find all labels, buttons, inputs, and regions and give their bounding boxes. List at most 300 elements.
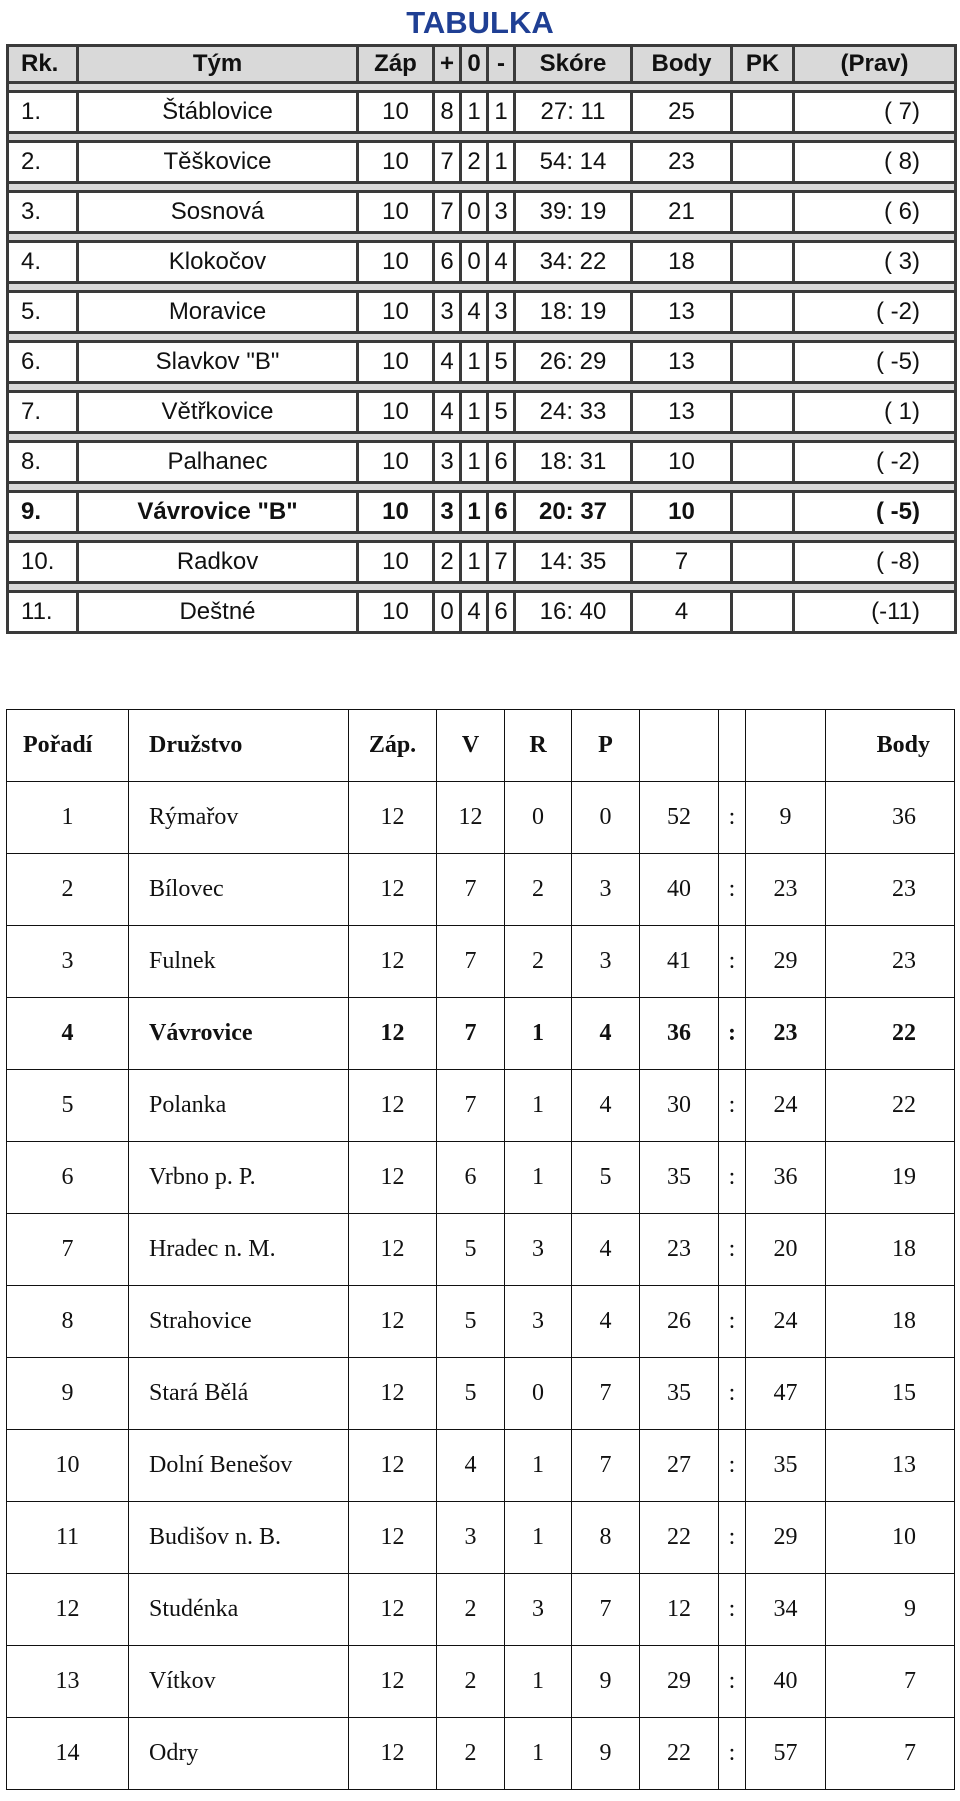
row-spacer-cell [9, 184, 957, 193]
cell-points: 13 [633, 393, 733, 434]
cell-goals-against: 23 [746, 854, 826, 926]
cell-goals-against: 47 [746, 1358, 826, 1430]
cell-team: Rýmařov [129, 782, 349, 854]
cell-score: 16: 40 [516, 593, 633, 634]
cell-prav: ( -8) [795, 543, 957, 584]
cell-losses: 5 [572, 1142, 640, 1214]
cell-separator: : [719, 1502, 746, 1574]
cell-prav: ( 1) [795, 393, 957, 434]
cell-points: 21 [633, 193, 733, 234]
cell-points: 7 [633, 543, 733, 584]
cell-points: 7 [826, 1718, 955, 1790]
cell-wins: 7 [437, 1070, 505, 1142]
cell-goals-against: 23 [746, 998, 826, 1070]
cell-wins: 6 [437, 1142, 505, 1214]
cell-separator: : [719, 1286, 746, 1358]
cell-separator: : [719, 1142, 746, 1214]
cell-goals-against: 57 [746, 1718, 826, 1790]
header-separator [719, 710, 746, 782]
cell-prav: ( -5) [795, 343, 957, 384]
cell-team: Vávrovice [129, 998, 349, 1070]
cell-team: Slavkov "B" [79, 343, 359, 384]
cell-wins: 7 [437, 926, 505, 998]
cell-draws: 1 [462, 393, 489, 434]
cell-separator: : [719, 1214, 746, 1286]
row-spacer-cell [9, 534, 957, 543]
table-row [9, 143, 957, 184]
cell-pk [733, 593, 795, 634]
cell-prav: ( 3) [795, 243, 957, 284]
cell-prav: ( -5) [795, 493, 957, 534]
cell-losses: 4 [572, 1070, 640, 1142]
cell-goals-for: 29 [640, 1646, 719, 1718]
table-row [9, 443, 957, 484]
cell-separator: : [719, 1358, 746, 1430]
cell-played: 10 [359, 143, 435, 184]
cell-rank: 6. [9, 343, 79, 384]
header-losses: P [572, 710, 640, 782]
header-position: Pořadí [7, 710, 129, 782]
row-spacer [9, 134, 957, 143]
table-row [9, 343, 957, 384]
cell-losses: 3 [572, 926, 640, 998]
cell-team: Klokočov [79, 243, 359, 284]
table-row [9, 493, 957, 534]
row-spacer-cell [9, 334, 957, 343]
cell-played: 10 [359, 193, 435, 234]
cell-losses: 3 [489, 293, 516, 334]
cell-losses: 4 [489, 243, 516, 284]
cell-points: 7 [826, 1646, 955, 1718]
cell-goals-for: 26 [640, 1286, 719, 1358]
cell-draws: 0 [505, 1358, 572, 1430]
row-spacer [9, 84, 957, 93]
cell-wins: 2 [437, 1646, 505, 1718]
cell-draws: 4 [462, 593, 489, 634]
cell-score: 34: 22 [516, 243, 633, 284]
row-spacer-cell [9, 284, 957, 293]
cell-team: Dolní Benešov [129, 1430, 349, 1502]
header-losses: - [489, 47, 516, 84]
header-draws: 0 [462, 47, 489, 84]
cell-goals-against: 29 [746, 926, 826, 998]
cell-points: 18 [826, 1214, 955, 1286]
cell-wins: 5 [437, 1358, 505, 1430]
cell-prav: ( -2) [795, 293, 957, 334]
cell-position: 7 [7, 1214, 129, 1286]
cell-team: Budišov n. B. [129, 1502, 349, 1574]
header-team: Družstvo [129, 710, 349, 782]
cell-played: 10 [359, 393, 435, 434]
row-spacer [9, 434, 957, 443]
cell-prav: (-11) [795, 593, 957, 634]
cell-points: 25 [633, 93, 733, 134]
cell-goals-for: 22 [640, 1502, 719, 1574]
cell-rank: 11. [9, 593, 79, 634]
cell-team: Studénka [129, 1574, 349, 1646]
table1-title: TABULKA [406, 5, 554, 40]
cell-draws: 1 [505, 1502, 572, 1574]
cell-team: Bílovec [129, 854, 349, 926]
cell-losses: 7 [572, 1574, 640, 1646]
cell-goals-for: 22 [640, 1718, 719, 1790]
cell-played: 12 [349, 998, 437, 1070]
cell-position: 6 [7, 1142, 129, 1214]
cell-rank: 5. [9, 293, 79, 334]
cell-score: 27: 11 [516, 93, 633, 134]
cell-draws: 0 [462, 193, 489, 234]
cell-rank: 9. [9, 493, 79, 534]
cell-losses: 9 [572, 1646, 640, 1718]
cell-losses: 1 [489, 143, 516, 184]
cell-wins: 4 [435, 393, 462, 434]
cell-draws: 4 [462, 293, 489, 334]
cell-played: 10 [359, 543, 435, 584]
cell-position: 4 [7, 998, 129, 1070]
row-spacer-cell [9, 484, 957, 493]
table-row [9, 93, 957, 134]
cell-prav: ( -2) [795, 443, 957, 484]
cell-pk [733, 393, 795, 434]
cell-goals-for: 36 [640, 998, 719, 1070]
table-row [7, 782, 955, 854]
cell-team: Deštné [79, 593, 359, 634]
cell-wins: 7 [435, 193, 462, 234]
header-prav: (Prav) [795, 47, 957, 84]
cell-score: 18: 19 [516, 293, 633, 334]
cell-losses: 3 [572, 854, 640, 926]
cell-points: 23 [826, 926, 955, 998]
cell-rank: 10. [9, 543, 79, 584]
cell-rank: 7. [9, 393, 79, 434]
cell-team: Vítkov [129, 1646, 349, 1718]
table-row [7, 1070, 955, 1142]
cell-goals-against: 9 [746, 782, 826, 854]
cell-draws: 2 [505, 926, 572, 998]
league-table-2 [6, 709, 955, 1790]
cell-score: 26: 29 [516, 343, 633, 384]
table-row [7, 854, 955, 926]
table-row [9, 393, 957, 434]
cell-wins: 2 [437, 1718, 505, 1790]
cell-played: 10 [359, 443, 435, 484]
cell-points: 22 [826, 998, 955, 1070]
cell-draws: 1 [505, 1430, 572, 1502]
table-row [7, 998, 955, 1070]
cell-played: 10 [359, 293, 435, 334]
row-spacer-cell [9, 584, 957, 593]
row-spacer [9, 184, 957, 193]
cell-prav: ( 7) [795, 93, 957, 134]
cell-goals-against: 35 [746, 1430, 826, 1502]
table-row [9, 243, 957, 284]
cell-losses: 3 [489, 193, 516, 234]
cell-goals-for: 30 [640, 1070, 719, 1142]
cell-losses: 7 [572, 1430, 640, 1502]
cell-draws: 1 [462, 93, 489, 134]
row-spacer [9, 384, 957, 393]
row-spacer [9, 284, 957, 293]
table-row [9, 193, 957, 234]
league-table-1 [6, 44, 957, 634]
cell-played: 12 [349, 1502, 437, 1574]
cell-team: Štáblovice [79, 93, 359, 134]
cell-goals-for: 52 [640, 782, 719, 854]
cell-wins: 3 [435, 293, 462, 334]
cell-goals-against: 24 [746, 1286, 826, 1358]
cell-played: 12 [349, 1142, 437, 1214]
cell-goals-against: 24 [746, 1070, 826, 1142]
cell-separator: : [719, 998, 746, 1070]
cell-losses: 8 [572, 1502, 640, 1574]
cell-wins: 0 [435, 593, 462, 634]
cell-rank: 1. [9, 93, 79, 134]
table-row [7, 1502, 955, 1574]
cell-losses: 4 [572, 998, 640, 1070]
table-row [7, 1142, 955, 1214]
cell-position: 10 [7, 1430, 129, 1502]
table-row [7, 1286, 955, 1358]
row-spacer [9, 234, 957, 243]
cell-team: Fulnek [129, 926, 349, 998]
row-spacer-cell [9, 84, 957, 93]
cell-points: 36 [826, 782, 955, 854]
table1-header-row [9, 47, 957, 84]
cell-draws: 2 [505, 854, 572, 926]
cell-position: 5 [7, 1070, 129, 1142]
cell-wins: 4 [437, 1430, 505, 1502]
cell-played: 12 [349, 1430, 437, 1502]
cell-draws: 2 [462, 143, 489, 184]
cell-points: 18 [826, 1286, 955, 1358]
table-row [7, 1646, 955, 1718]
table-row [7, 1214, 955, 1286]
cell-draws: 1 [462, 443, 489, 484]
cell-goals-for: 35 [640, 1142, 719, 1214]
cell-wins: 12 [437, 782, 505, 854]
header-wins: V [437, 710, 505, 782]
cell-wins: 5 [437, 1286, 505, 1358]
cell-draws: 1 [462, 543, 489, 584]
cell-goals-for: 41 [640, 926, 719, 998]
cell-team: Těškovice [79, 143, 359, 184]
table-row [7, 1574, 955, 1646]
cell-score: 14: 35 [516, 543, 633, 584]
cell-points: 13 [826, 1430, 955, 1502]
table-row [9, 593, 957, 634]
cell-played: 10 [359, 493, 435, 534]
cell-team: Strahovice [129, 1286, 349, 1358]
cell-draws: 1 [505, 1646, 572, 1718]
cell-wins: 2 [437, 1574, 505, 1646]
cell-prav: ( 6) [795, 193, 957, 234]
cell-played: 10 [359, 593, 435, 634]
cell-position: 12 [7, 1574, 129, 1646]
cell-wins: 3 [435, 493, 462, 534]
cell-draws: 1 [505, 1070, 572, 1142]
header-rank: Rk. [9, 47, 79, 84]
cell-goals-for: 23 [640, 1214, 719, 1286]
cell-team: Sosnová [79, 193, 359, 234]
table-row [7, 1718, 955, 1790]
cell-position: 8 [7, 1286, 129, 1358]
cell-played: 12 [349, 1574, 437, 1646]
cell-team: Odry [129, 1718, 349, 1790]
cell-draws: 0 [505, 782, 572, 854]
cell-points: 13 [633, 343, 733, 384]
cell-pk [733, 143, 795, 184]
header-pk: PK [733, 47, 795, 84]
cell-goals-against: 34 [746, 1574, 826, 1646]
header-played: Záp. [349, 710, 437, 782]
row-spacer [9, 484, 957, 493]
cell-points: 10 [633, 493, 733, 534]
header-score: Skóre [516, 47, 633, 84]
table-row [7, 926, 955, 998]
header-wins: + [435, 47, 462, 84]
cell-goals-for: 35 [640, 1358, 719, 1430]
cell-draws: 1 [505, 998, 572, 1070]
row-spacer-cell [9, 384, 957, 393]
cell-separator: : [719, 1574, 746, 1646]
cell-played: 12 [349, 1718, 437, 1790]
cell-losses: 7 [572, 1358, 640, 1430]
cell-separator: : [719, 1430, 746, 1502]
header-points: Body [633, 47, 733, 84]
cell-goals-for: 40 [640, 854, 719, 926]
cell-goals-for: 12 [640, 1574, 719, 1646]
cell-points: 22 [826, 1070, 955, 1142]
cell-score: 20: 37 [516, 493, 633, 534]
table-row [7, 1430, 955, 1502]
table-row [9, 543, 957, 584]
cell-played: 12 [349, 1214, 437, 1286]
cell-pk [733, 193, 795, 234]
cell-played: 12 [349, 854, 437, 926]
cell-played: 10 [359, 243, 435, 284]
cell-wins: 5 [437, 1214, 505, 1286]
cell-losses: 1 [489, 93, 516, 134]
cell-goals-against: 36 [746, 1142, 826, 1214]
cell-points: 9 [826, 1574, 955, 1646]
cell-team: Moravice [79, 293, 359, 334]
cell-goals-for: 27 [640, 1430, 719, 1502]
header-goals-against [746, 710, 826, 782]
header-draws: R [505, 710, 572, 782]
cell-goals-against: 40 [746, 1646, 826, 1718]
cell-wins: 7 [437, 998, 505, 1070]
cell-played: 10 [359, 343, 435, 384]
cell-position: 13 [7, 1646, 129, 1718]
cell-team: Hradec n. M. [129, 1214, 349, 1286]
cell-played: 10 [359, 93, 435, 134]
cell-played: 12 [349, 1286, 437, 1358]
cell-separator: : [719, 854, 746, 926]
cell-played: 12 [349, 1070, 437, 1142]
cell-separator: : [719, 1646, 746, 1718]
cell-draws: 3 [505, 1286, 572, 1358]
cell-draws: 1 [462, 493, 489, 534]
cell-position: 2 [7, 854, 129, 926]
cell-score: 24: 33 [516, 393, 633, 434]
cell-goals-against: 20 [746, 1214, 826, 1286]
cell-rank: 3. [9, 193, 79, 234]
cell-points: 13 [633, 293, 733, 334]
cell-team: Radkov [79, 543, 359, 584]
cell-team: Vrbno p. P. [129, 1142, 349, 1214]
cell-score: 54: 14 [516, 143, 633, 184]
cell-points: 10 [633, 443, 733, 484]
cell-pk [733, 293, 795, 334]
cell-pk [733, 493, 795, 534]
cell-separator: : [719, 1070, 746, 1142]
cell-draws: 1 [462, 343, 489, 384]
cell-played: 12 [349, 1358, 437, 1430]
cell-losses: 5 [489, 393, 516, 434]
cell-losses: 5 [489, 343, 516, 384]
cell-wins: 2 [435, 543, 462, 584]
cell-goals-against: 29 [746, 1502, 826, 1574]
row-spacer-cell [9, 434, 957, 443]
cell-team: Větřkovice [79, 393, 359, 434]
row-spacer [9, 334, 957, 343]
cell-draws: 0 [462, 243, 489, 284]
header-points: Body [826, 710, 955, 782]
row-spacer [9, 534, 957, 543]
cell-points: 18 [633, 243, 733, 284]
row-spacer [9, 584, 957, 593]
cell-pk [733, 343, 795, 384]
cell-wins: 7 [435, 143, 462, 184]
row-spacer-cell [9, 134, 957, 143]
cell-losses: 4 [572, 1286, 640, 1358]
cell-played: 12 [349, 926, 437, 998]
cell-wins: 8 [435, 93, 462, 134]
cell-separator: : [719, 1718, 746, 1790]
cell-wins: 3 [435, 443, 462, 484]
cell-wins: 6 [435, 243, 462, 284]
cell-losses: 6 [489, 443, 516, 484]
cell-separator: : [719, 926, 746, 998]
cell-losses: 6 [489, 593, 516, 634]
cell-prav: ( 8) [795, 143, 957, 184]
cell-position: 9 [7, 1358, 129, 1430]
cell-position: 1 [7, 782, 129, 854]
table2-header-row [7, 710, 955, 782]
cell-draws: 3 [505, 1214, 572, 1286]
cell-points: 23 [826, 854, 955, 926]
header-goals-for [640, 710, 719, 782]
cell-pk [733, 243, 795, 284]
cell-points: 10 [826, 1502, 955, 1574]
header-team: Tým [79, 47, 359, 84]
cell-points: 4 [633, 593, 733, 634]
cell-position: 14 [7, 1718, 129, 1790]
cell-team: Stará Bělá [129, 1358, 349, 1430]
cell-wins: 4 [435, 343, 462, 384]
cell-pk [733, 543, 795, 584]
cell-rank: 2. [9, 143, 79, 184]
header-played: Záp [359, 47, 435, 84]
cell-score: 18: 31 [516, 443, 633, 484]
cell-draws: 1 [505, 1718, 572, 1790]
cell-position: 11 [7, 1502, 129, 1574]
cell-losses: 7 [489, 543, 516, 584]
cell-position: 3 [7, 926, 129, 998]
cell-losses: 9 [572, 1718, 640, 1790]
cell-losses: 6 [489, 493, 516, 534]
cell-points: 23 [633, 143, 733, 184]
